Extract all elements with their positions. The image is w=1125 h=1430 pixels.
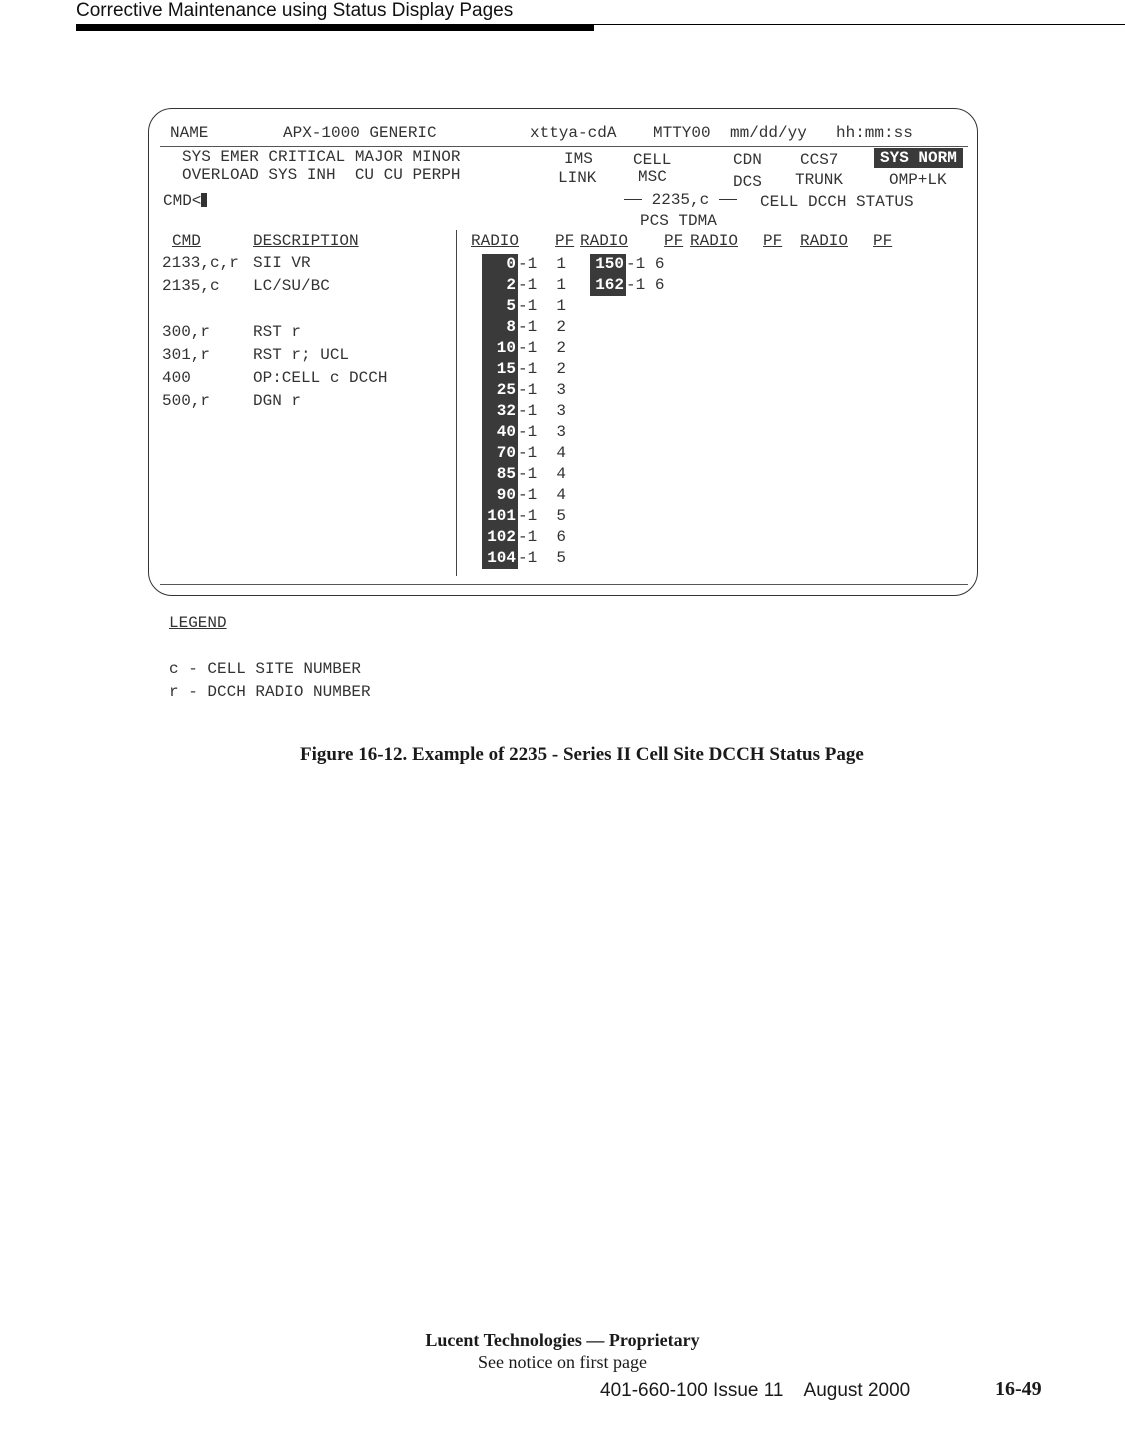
page-title: CELL DCCH STATUS [760,193,914,211]
radio-pf: 3 [556,423,567,441]
radio-suffix: -1 [518,423,538,441]
radio-row[interactable] [482,359,566,380]
radio-row[interactable] [590,275,664,296]
radio-suffix: -1 [518,486,538,504]
radio-pf: 1 [556,297,567,315]
radio-row[interactable] [482,338,566,359]
omp-indicator: OMP+LK [889,171,947,189]
radio-header-3: RADIO [690,232,739,250]
radio-pf: 6 [654,276,665,294]
radio-number: 70 [482,443,518,464]
radio-suffix: -1 [518,297,538,315]
pf-header-2: PF [664,232,684,250]
radio-number: 40 [482,422,518,443]
radio-row[interactable] [482,380,566,401]
command-code: 300,r [162,323,211,341]
radio-suffix: -1 [518,528,538,546]
radio-row[interactable] [482,296,566,317]
radio-header-4: RADIO [800,232,849,250]
radio-pf: 2 [556,360,567,378]
radio-suffix: -1 [518,465,538,483]
command-description: SII VR [253,254,311,272]
radio-row[interactable] [482,485,566,506]
radio-number: 15 [482,359,518,380]
sys-norm-indicator: SYS NORM [874,148,963,168]
radio-pf: 4 [556,486,567,504]
radio-suffix: -1 [518,402,538,420]
radio-pf: 6 [654,255,665,273]
page-id-number: 2235,c [651,191,710,209]
pf-header-3: PF [763,232,783,250]
pf-header-4: PF [873,232,893,250]
column-divider [456,230,457,576]
description-header: DESCRIPTION [253,232,359,250]
footer-doc-id: 401-660-100 Issue 11 August 2000 [600,1380,911,1401]
cell-indicator: CELL [633,151,672,169]
radio-row[interactable] [482,422,566,443]
alarm-row-2: OVERLOAD SYS INH CU CU PERPH [182,166,461,184]
footer-notice: See notice on first page [478,1352,647,1372]
time-label: hh:mm:ss [836,124,913,142]
command-code: 500,r [162,392,211,410]
link-indicator: LINK [558,169,597,187]
radio-number: 5 [482,296,518,317]
generic-label: APX-1000 GENERIC [283,124,437,142]
cmd-prompt[interactable] [163,192,207,210]
radio-header-1: RADIO [471,232,520,250]
command-description: RST r [253,323,302,341]
command-code: 2135,c [162,277,220,295]
radio-number: 162 [590,275,626,296]
radio-number: 101 [482,506,518,527]
radio-pf: 4 [556,465,567,483]
radio-row[interactable] [590,254,664,275]
trunk-indicator: TRUNK [795,171,844,189]
radio-pf: 2 [556,318,567,336]
running-header: Corrective Maintenance using Status Display Pages [76,0,514,21]
command-description: DGN r [253,392,302,410]
cursor [201,193,207,207]
title-underline [160,146,968,147]
radio-row[interactable] [482,401,566,422]
page-id [624,191,737,209]
dcs-indicator: DCS [733,173,762,191]
radio-pf: 6 [556,528,567,546]
radio-suffix: -1 [518,507,538,525]
cmd-prompt-label: CMD< [163,192,202,210]
radio-number: 8 [482,317,518,338]
radio-suffix: -1 [518,360,538,378]
radio-number: 85 [482,464,518,485]
radio-suffix: -1 [518,255,538,273]
page-id-dash-left [624,199,642,200]
cdn-indicator: CDN [733,151,762,169]
radio-number: 25 [482,380,518,401]
radio-number: 102 [482,527,518,548]
radio-row[interactable] [482,464,566,485]
legend-item: c - CELL SITE NUMBER [169,660,362,678]
radio-pf: 5 [556,549,567,567]
radio-suffix: -1 [518,549,538,567]
legend-title: LEGEND [169,614,227,632]
radio-suffix: -1 [518,444,538,462]
radio-row[interactable] [482,254,566,275]
radio-suffix: -1 [626,276,646,294]
radio-pf: 5 [556,507,567,525]
command-code: 2133,c,r [162,254,239,272]
radio-number: 150 [590,254,626,275]
radio-row[interactable] [482,506,566,527]
radio-pf: 2 [556,339,567,357]
radio-suffix: -1 [518,339,538,357]
command-code: 301,r [162,346,211,364]
radio-number: 10 [482,338,518,359]
command-code: 400 [162,369,191,387]
footer-page-number: 16-49 [995,1378,1042,1400]
name-label: NAME [170,124,209,142]
radio-pf: 1 [556,276,567,294]
alarm-row-1: SYS EMER CRITICAL MAJOR MINOR [182,148,461,166]
radio-row[interactable] [482,527,566,548]
date-label: mm/dd/yy [730,124,807,142]
figure-caption: Figure 16-12. Example of 2235 - Series II Cell Site DCCH Status Page [300,744,864,765]
cmd-header: CMD [172,232,201,250]
page-id-dash-right [719,199,737,200]
page-type: PCS TDMA [640,212,717,230]
legend-item: r - DCCH RADIO NUMBER [169,683,371,701]
radio-pf: 4 [556,444,567,462]
radio-number: 90 [482,485,518,506]
msc-indicator: MSC [638,168,667,186]
radio-suffix: -1 [518,318,538,336]
radio-header-2: RADIO [580,232,629,250]
mtty-label: MTTY00 [653,124,711,142]
radio-row[interactable] [482,548,566,569]
radio-suffix: -1 [518,276,538,294]
radio-number: 32 [482,401,518,422]
tty-label: xttya-cdA [530,124,617,142]
radio-number: 2 [482,275,518,296]
header-rule-bar [76,24,594,31]
command-description: OP:CELL c DCCH [253,369,388,387]
radio-row[interactable] [482,443,566,464]
radio-suffix: -1 [518,381,538,399]
radio-pf: 1 [556,255,567,273]
radio-number: 0 [482,254,518,275]
bottom-rule [160,584,968,585]
radio-suffix: -1 [626,255,646,273]
radio-row[interactable] [482,317,566,338]
ims-indicator: IMS [564,150,593,168]
command-description: LC/SU/BC [253,277,330,295]
ccs7-indicator: CCS7 [800,151,839,169]
command-description: RST r; UCL [253,346,350,364]
radio-pf: 3 [556,381,567,399]
radio-number: 104 [482,548,518,569]
footer-company: Lucent Technologies — Proprietary [425,1330,700,1350]
radio-row[interactable] [482,275,566,296]
pf-header-1: PF [555,232,575,250]
radio-pf: 3 [556,402,567,420]
